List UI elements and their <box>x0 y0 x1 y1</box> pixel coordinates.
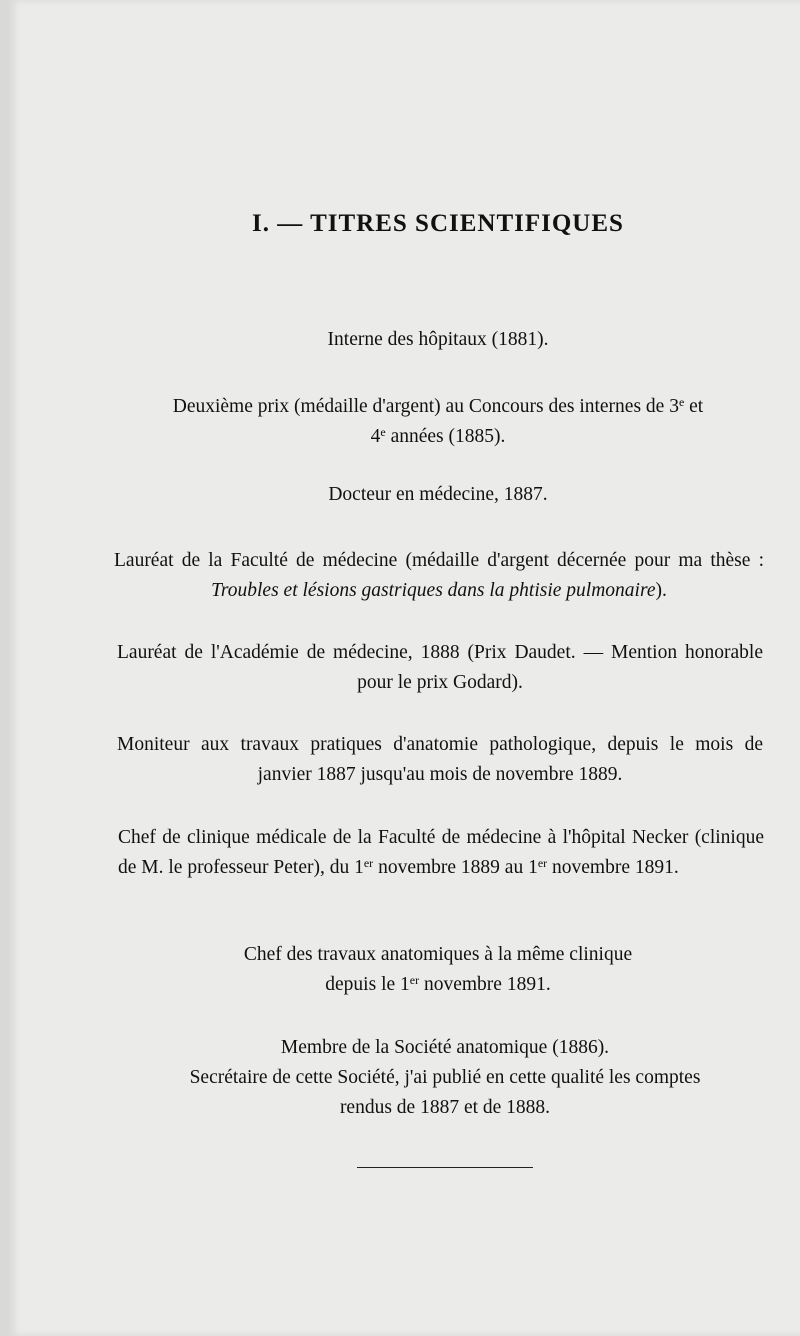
thesis-title: Troubles et lésions gastriques dans la phtisie pulmonaire <box>211 580 656 601</box>
entry-laureat-faculte: Lauréat de la Faculté de médecine (médaille d'argent décernée pour ma thèse : Troubles et lésions gastriques dans la phtisie pulmonaire). <box>114 550 764 601</box>
entry-laureat-academie: Lauréat de l'Académie de médecine, 1888 (Prix Daudet. — Mention honorable pour le prix Godard). <box>117 642 763 693</box>
entry-membre: Membre de la Société anatomique (1886). Secrétaire de cette Société, j'ai publié en cette qualité les comptes rendus de 1887 et de 1888. <box>189 1037 701 1118</box>
section-heading: I. — TITRES SCIENTIFIQUES <box>252 210 624 237</box>
entry-chef-clinique: Chef de clinique médicale de la Faculté de médecine à l'hôpital Necker (clinique de M. le professeur Peter), du 1er novembre 1889 au 1er novembre 1891. <box>118 827 764 878</box>
entry-moniteur: Moniteur aux travaux pratiques d'anatomie pathologique, depuis le mois de janvier 1887 jusqu'au mois de novembre 1889. <box>117 734 763 785</box>
entry-chef-travaux: Chef des travaux anatomiques à la même clinique depuis le 1er novembre 1891. <box>243 944 633 995</box>
entry-prix <box>110 392 766 452</box>
closing-rule <box>357 1167 533 1168</box>
entry-prix-line1: Deuxième prix (médaille d'argent) au Concours des internes de 3e et <box>172 395 704 417</box>
entry-interne: Interne des hôpitaux (1881). <box>327 329 549 350</box>
entry-prix-line2: 4e années (1885). <box>370 425 506 447</box>
entry-docteur: Docteur en médecine, 1887. <box>328 484 548 505</box>
